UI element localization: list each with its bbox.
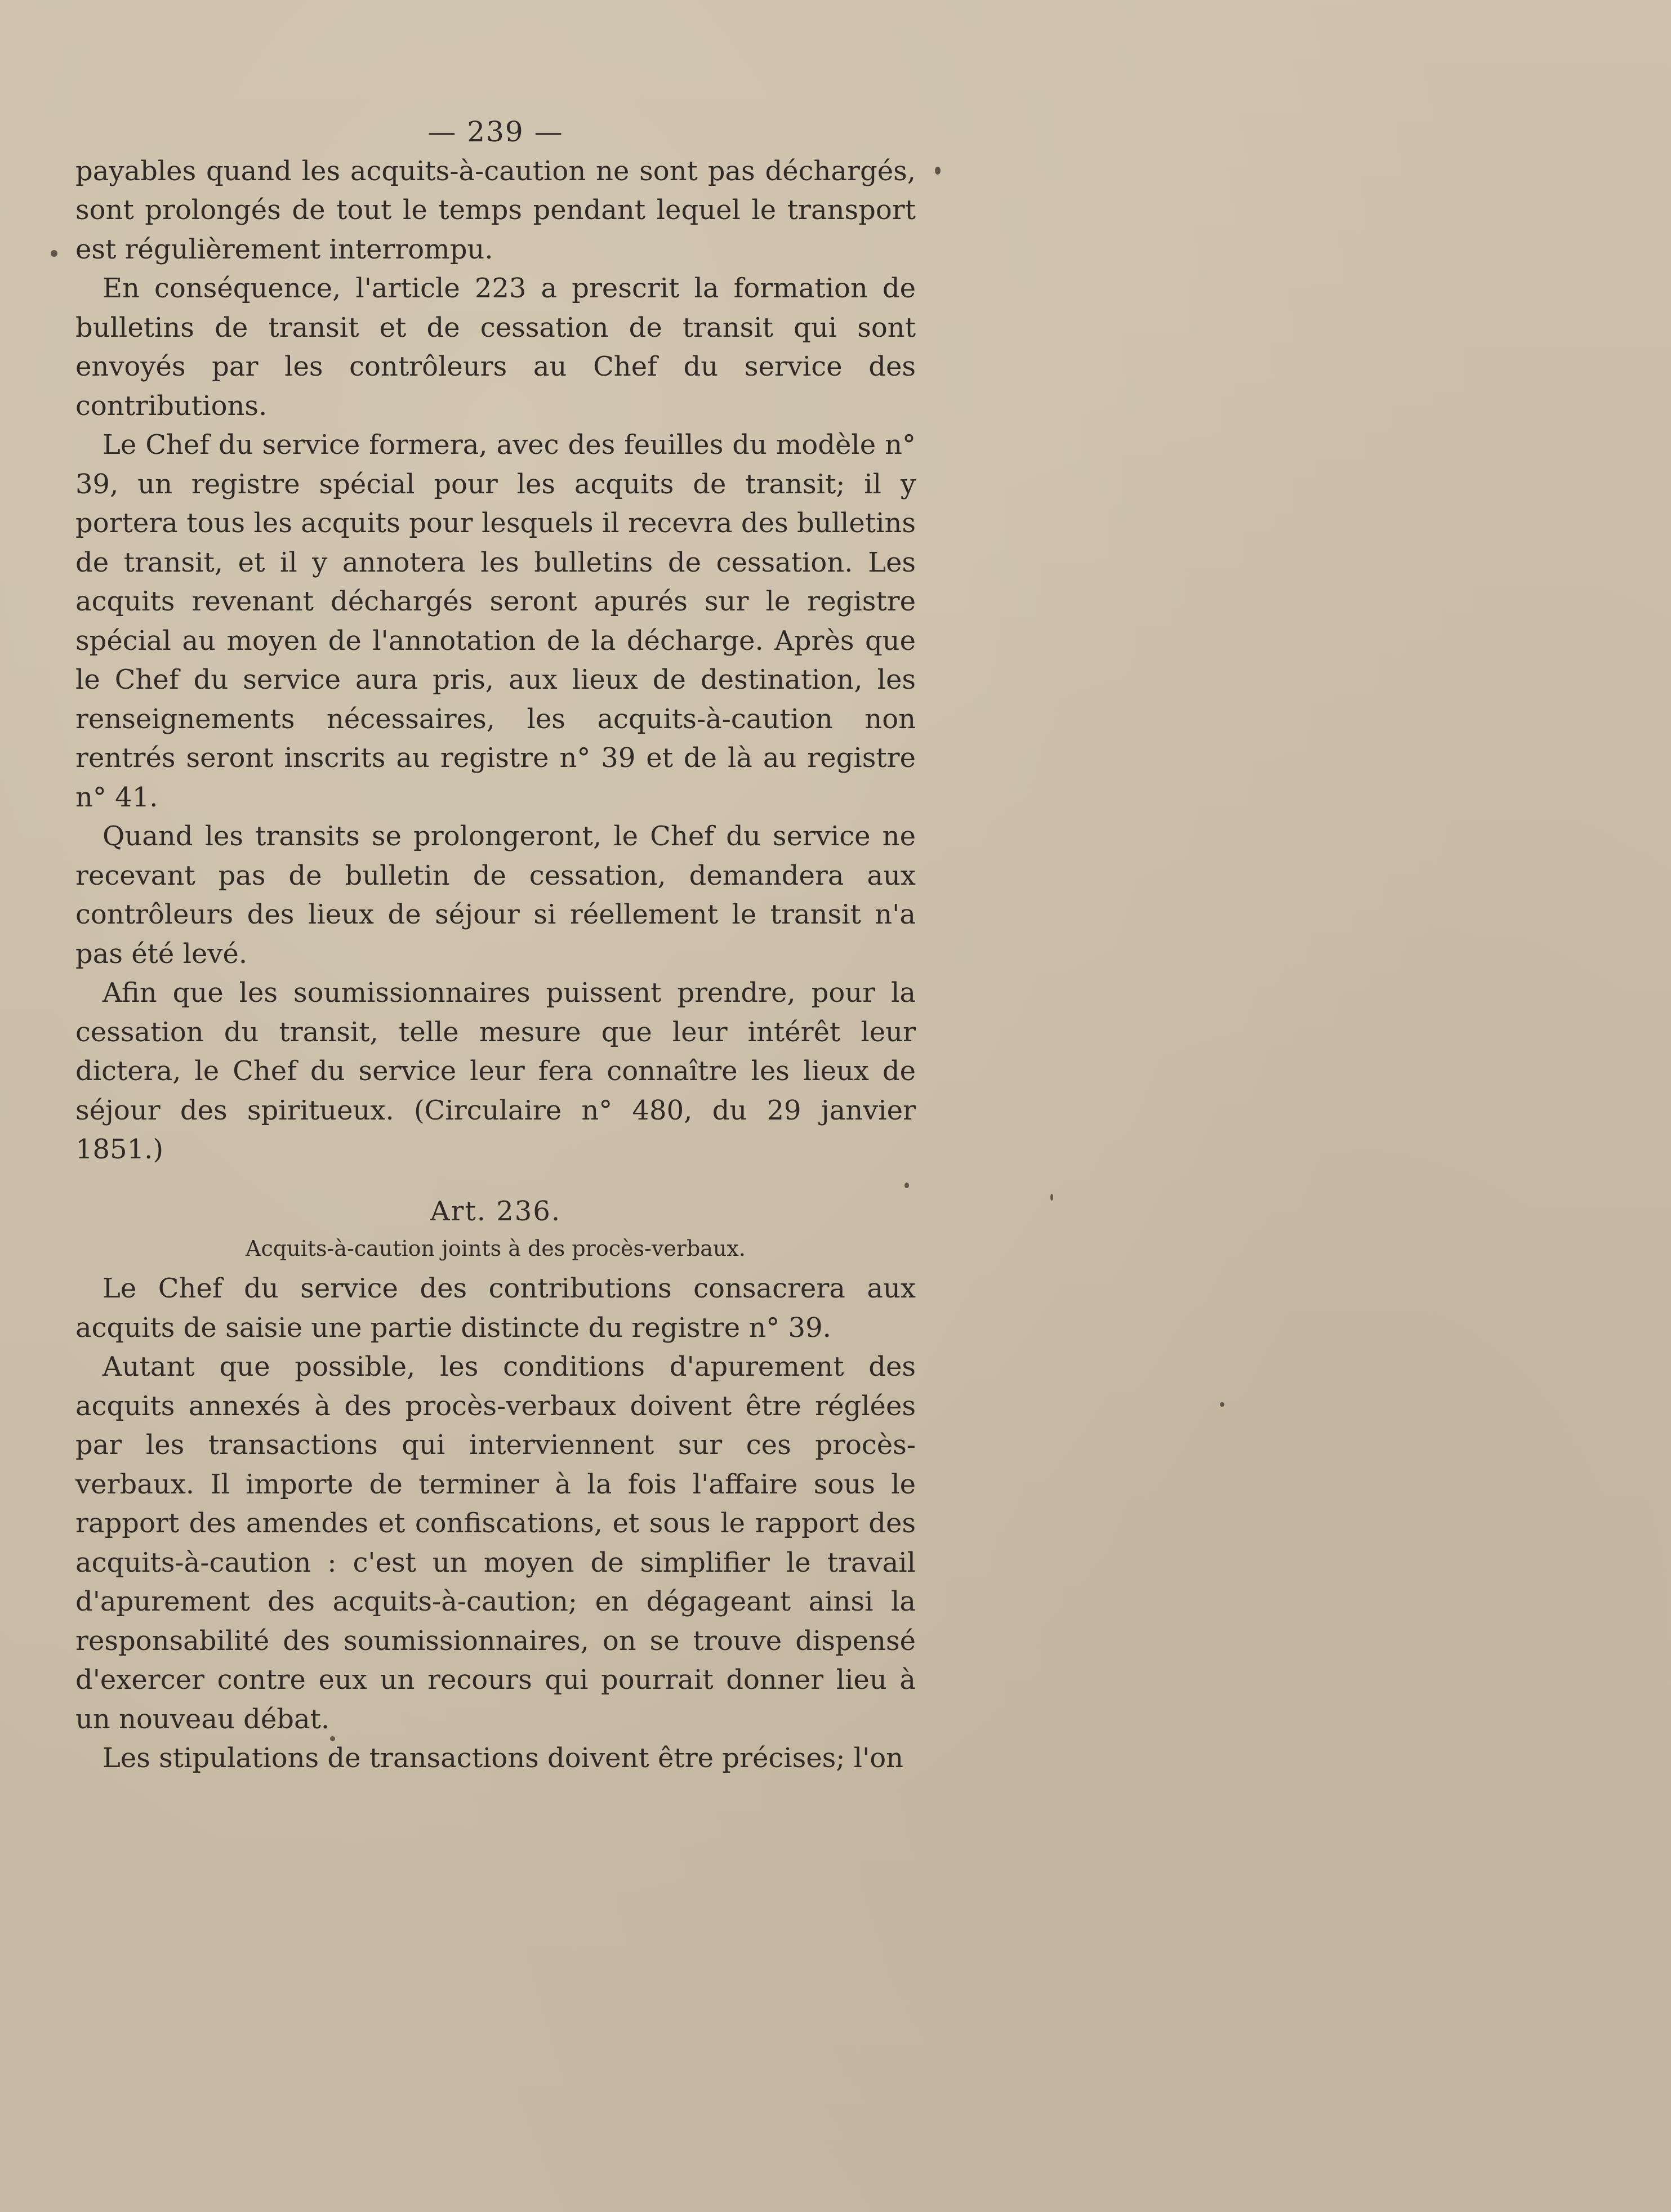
article-heading: Art. 236. [430,1195,562,1227]
paragraph-stipulations: Les stipulations de transactions doivent être précises; l'on [103,1742,904,1774]
page-text-block [75,115,916,1778]
paper-speck [935,167,941,175]
article-title: Acquits-à-caution joints à des procès-verbaux. [246,1236,746,1261]
paragraph-acquits-de-saisie: Le Chef du service des contributions consacrera aux acquits de saisie une partie distincte du registre n° 39. [75,1273,916,1344]
paragraph-registre-special: Le Chef du service formera, avec des feuilles du modèle n° 39, un registre spécial pour les acquits de transit; il y portera tous les acquits pour lesquels il recevra des bulletins de transit, et il y annotera les bulletins de cessation. Les acquits revenant déchargés seront apurés sur le registre spécial au moyen de l'annotation de la décharge. Après que le Chef du service aura pris, aux lieux de destination, les renseignements nécessaires, les acquits-à-caution non rentrés seront inscrits au registre n° 39 et de là au registre n° 41. [75,429,916,813]
paper-speck [51,250,57,257]
paper-speck [330,1736,335,1741]
paragraph-article-223: En conséquence, l'article 223 a prescrit la formation de bulletins de transit et de cessation de transit qui sont envoyés par les contrôleurs au Chef du service des contributions. [75,273,916,422]
paragraph-soumissionnaires: Afin que les soumissionnaires puissent prendre, pour la cessation du transit, telle mesure que leur intérêt leur dictera, le Chef du service leur fera connaître les lieux de séjour des spiritueux. (Circulaire n° 480, du 29 janvier 1851.) [75,977,916,1165]
paper-speck [904,1183,909,1188]
paper-speck [1220,1402,1224,1407]
page-number: — 239 — [427,115,564,148]
paragraph-conditions-apurement: Autant que possible, les conditions d'apurement des acquits annexés à des procès-verbaux doivent être réglées par les transactions qui interviennent sur ces procès-verbaux. Il importe de terminer à la fois l'affaire sous le rapport des amendes et confiscations, et sous le rapport des acquits-à-caution : c'est un moyen de simplifier le travail d'apurement des acquits-à-caution; en dégageant ainsi la responsabilité des soumissionnaires, on se trouve dispensé d'exercer contre eux un recours qui pourrait donner lieu à un nouveau débat. [75,1351,916,1735]
paragraph-continuation: payables quand les acquits-à-caution ne sont pas déchargés, sont prolongés de tout le temps pendant lequel le transport est régulièrement interrompu. [75,155,916,265]
paper-speck [1050,1194,1053,1201]
paragraph-transits-prolonges: Quand les transits se prolongeront, le Chef du service ne recevant pas de bulletin de cessation, demandera aux contrôleurs des lieux de séjour si réellement le transit n'a pas été levé. [75,820,916,970]
